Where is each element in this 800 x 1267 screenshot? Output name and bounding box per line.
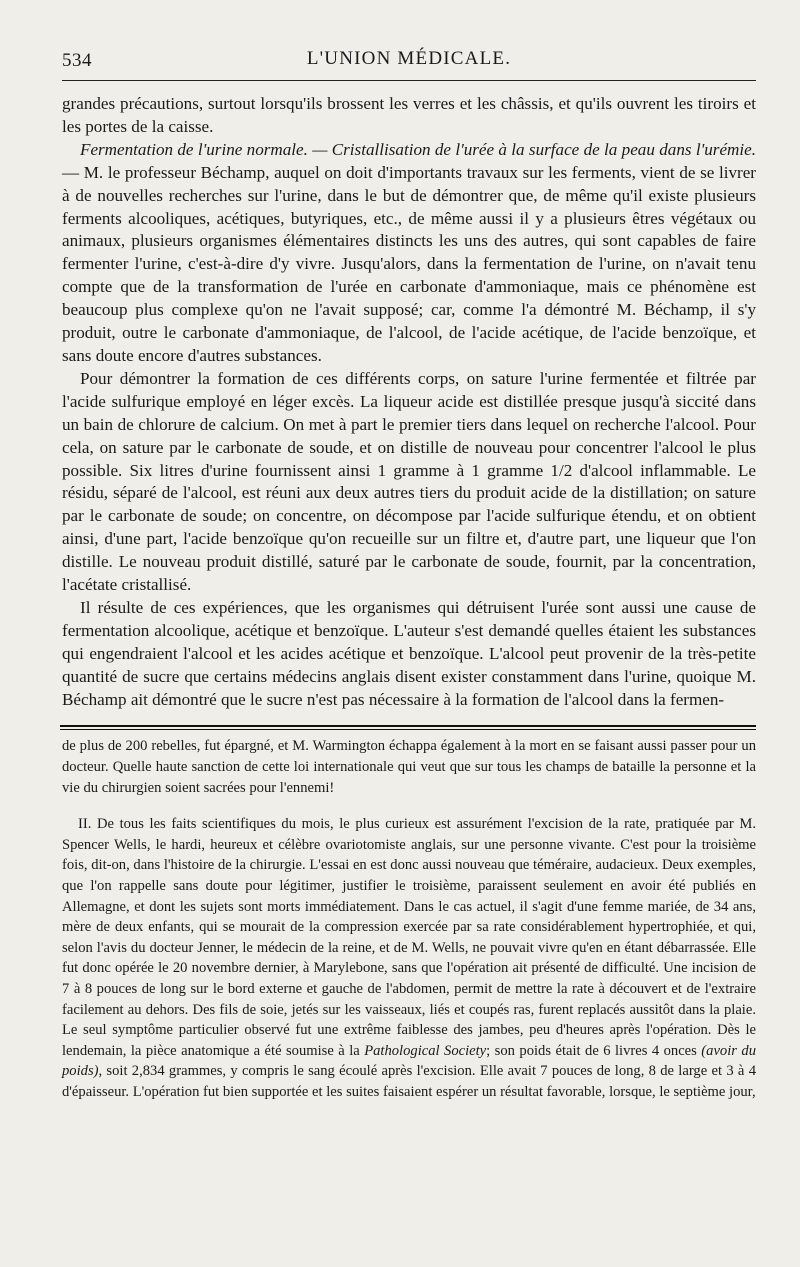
feuilleton-paragraph-1: de plus de 200 rebelles, fut épargné, et M. Warmington échappa également à la mort en se faisant aussi passer pour un docteur. Quelle haute sanction de cette loi internationale qui veut que sur tous les champs de bataille la personne et la vie du chirurgien soient sacrées pour l'ennemi! (62, 738, 756, 796)
paragraph-fermentation (62, 139, 756, 368)
feuilleton (62, 736, 756, 1102)
feuilleton-text-b: ; son poids était de 6 livres 4 onces (486, 1042, 702, 1059)
running-title: L'UNION MÉDICALE. (306, 48, 512, 69)
paragraph-demonstration: Pour démontrer la formation de ces différents corps, on sature l'urine fermentée et filtrée par l'acide sulfurique employé en léger excès. La liqueur acide est distillée presque jusqu'à siccité dans un bain de chlorure de calcium. On met à part le premier tiers dans lequel on recherche l'alcool. Pour cela, on sature par le carbonate de soude, et on distille de nouveau pour concentrer l'alcool le plus possible. Six litres d'urine fournissent ainsi 1 gramme à 1 gramme 1/2 d'alcool inflammable. Le résidu, séparé de l'alcool, est réuni aux deux autres tiers du produit acide de la distillation; on sature par le carbonate de soude; on concentre, on décompose par l'acide sulfurique étendu, et on obtient ainsi, d'une part, l'acide benzoïque qu'on recueille sur un filtre et, d'autre part, une liqueur que l'on distille. Le nouveau produit distillé, saturé par le carbonate de soude, fournit, par la concentration, l'acétate cristallisé. (62, 368, 756, 595)
feuilleton-paragraph-2 (62, 814, 756, 1102)
feuilleton-text-c: , soit 2,834 grammes, y compris le sang écoulé après l'excision. Elle avait 7 pouces de long, 8 de large et 3 à 4 d'épaisseur. L'opération fut bien supportée et les suites faisaient espérer un résultat favorable, lorsque, le septième jour, (62, 1063, 756, 1100)
feuilleton-separator (60, 725, 756, 730)
paragraph-gap (62, 798, 756, 814)
main-text (62, 93, 756, 711)
paragraph-continued: grandes précautions, surtout lorsqu'ils brossent les verres et les châssis, et qu'ils ouvrent les tiroirs et les portes de la caisse. (62, 94, 756, 136)
society-name: Pathological Society (364, 1042, 487, 1059)
section-heading: Fermentation de l'urine normale. — Cristallisation de l'urée à la surface de la peau dans l'urémie. (80, 139, 756, 159)
weight-unit-note: (avoir du poids) (62, 1042, 756, 1080)
page-header (62, 38, 756, 78)
feuilleton-text-a: II. De tous les faits scientifiques du mois, le plus curieux est assurément l'excision de la rate, pratiquée par M. Spencer Wells, le hardi, heureux et célèbre ovariotomiste anglais, sur une personne vivante. C'est pour la troisième fois, dit-on, dans l'histoire de la chirurgie. L'essai en est donc aussi nouveau que téméraire, audacieux. Deux exemples, que l'on rappelle sans doute pour légitimer, justifier le troisième, paraissent seulement en avoir été publiés en Allemagne, et dont les sujets sont morts immédiatement. Dans le cas actuel, il s'agit d'une femme mariée, de 34 ans, mère de deux enfants, qui se mourait de la compression exercée par sa rate considérablement hypertrophiée, et qui, selon l'avis du docteur Jenner, le médecin de la reine, et de M. Wells, ne pouvait vivre qu'en en étant débarrassée. Elle fut donc opérée le 20 novembre dernier, à Marylebone, sans que l'opération ait présenté de difficulté. Une incision de 7 à 8 pouces de long sur le bord externe et gauche de l'abdomen, permit de mettre la rate à découvert et de l'extraire facilement au dehors. Des fils de soie, jetés sur les vaisseaux, liés et coupés ras, furent replacés aussitôt dans la plaie. Le seul symptôme particulier observé fut une extrême faiblesse des jambes, peu d'heures après l'opération. Dès le lendemain, la pièce anatomique a été soumise à la (62, 816, 756, 1059)
page-number: 534 (62, 50, 92, 71)
header-rule (62, 80, 756, 81)
paragraph-results: Il résulte de ces expériences, que les organismes qui détruisent l'urée sont aussi une cause de fermentation alcoolique, acétique et benzoïque. L'auteur s'est demandé quelles étaient les substances qui engendraient l'alcool et les acides acétique et benzoïque. L'alcool peut provenir de la très-petite quantité de sucre que certains médecins anglais disent exister constamment dans l'urine, quoique M. Béchamp ait démontré que le sucre n'est pas nécessaire à la formation de l'alcool dans la fermen- (62, 597, 756, 709)
paragraph-body: — M. le professeur Béchamp, auquel on doit d'importants travaux sur les ferments, vient de se livrer à de nouvelles recherches sur l'urine, dans le but de démontrer que, de même qu'il existe plusieurs ferments alcooliques, acétiques, butyriques, etc., de même aussi il y a plusieurs êtres végétaux ou animaux, plusieurs organismes élémentaires distincts les uns des autres, qui sont capables de faire fermenter l'urine, c'est-à-dire d'y vivre. Jusqu'alors, dans la fermentation de l'urine, on n'avait tenu compte que de la transformation de l'urée en carbonate d'ammoniaque, mais ce phénomène est beaucoup plus complexe qu'on ne l'avait supposé; car, comme l'a démontré M. Béchamp, il s'y produit, outre le carbonate d'ammoniaque, de l'alcool, de l'acide acétique, de l'acide benzoïque, et sans doute encore d'autres substances. (62, 162, 756, 365)
